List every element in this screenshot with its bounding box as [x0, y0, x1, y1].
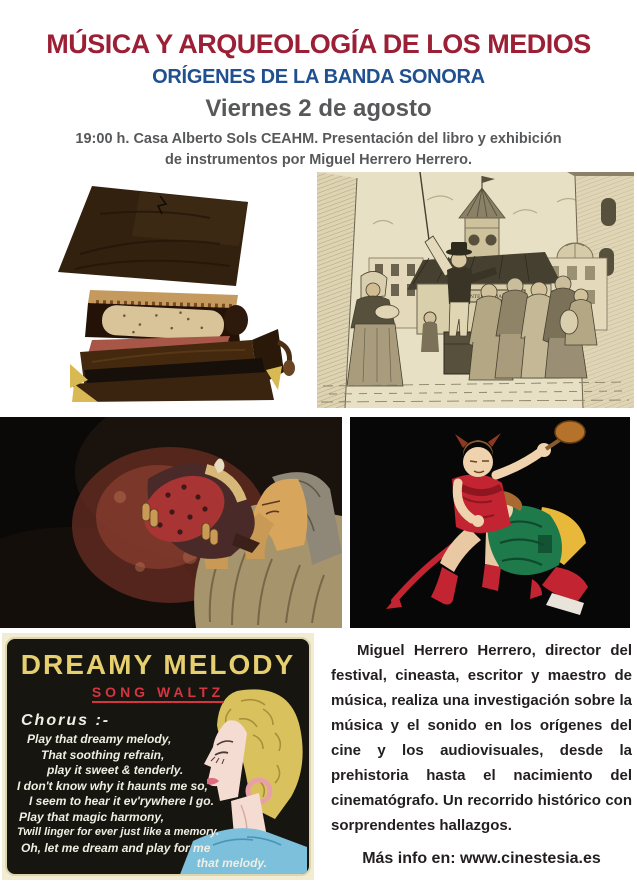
poster-header — [0, 0, 637, 171]
lyric-line: Play that magic harmony, — [19, 809, 164, 824]
about-section — [331, 638, 632, 868]
song-slide — [2, 633, 314, 880]
event-details-line1: 19:00 h. Casa Alberto Sols CEAHM. Presentación del libro y exhibición — [75, 130, 562, 147]
poster-subtitle: ORÍGENES DE LA BANDA SONORA — [152, 66, 485, 89]
poster-title: MÚSICA Y ARQUEOLOGÍA DE LOS MEDIOS — [46, 29, 591, 59]
engraving-image — [317, 172, 634, 408]
slide-subtitle: SONG WALTZ — [7, 684, 309, 700]
devil-slide-image — [350, 417, 630, 628]
lyric-line: that melody. — [196, 856, 267, 870]
lyric-line: I seem to hear it ev'rywhere I go. — [29, 794, 214, 808]
lyric-line: Twill linger for ever just like a memory. — [17, 826, 220, 838]
lyric-line: That soothing refrain, — [41, 747, 165, 762]
event-details — [0, 129, 637, 171]
booth-sign-text: LANTERNA — [462, 294, 492, 300]
music-box-image — [40, 174, 300, 402]
slide-lyrics — [17, 732, 301, 872]
about-paragraph: Miguel Herrero Herrero, director del festival, cineasta, escritor y maestro de música, realiza una investigación sobre la música y el sonido en los orígenes del cine y los audiovisuales, desde la prehistoria hasta el nacimiento del cinematógrafo. Un recorrido histórico con sorprendentes hallazgos. — [331, 642, 632, 834]
slide-title: DREAMY MELODY — [20, 649, 296, 680]
more-info-text: Más info en: www.cinestesia.es — [362, 850, 601, 867]
event-date: Viernes 2 de agosto — [205, 95, 432, 123]
chorus-label: Chorus :- — [21, 712, 111, 729]
conch-blower-image — [0, 417, 342, 628]
lyric-line: play it sweet & tenderly. — [47, 763, 184, 777]
song-slide-frame — [5, 637, 311, 876]
lyric-line: Oh, let me dream and play for me — [21, 840, 211, 855]
lyric-line: Play that dreamy melody, — [27, 732, 172, 746]
event-details-line2: de instrumentos por Miguel Herrero Herrero. — [165, 151, 472, 168]
lyric-line: I don't know why it haunts me so, — [17, 778, 208, 793]
